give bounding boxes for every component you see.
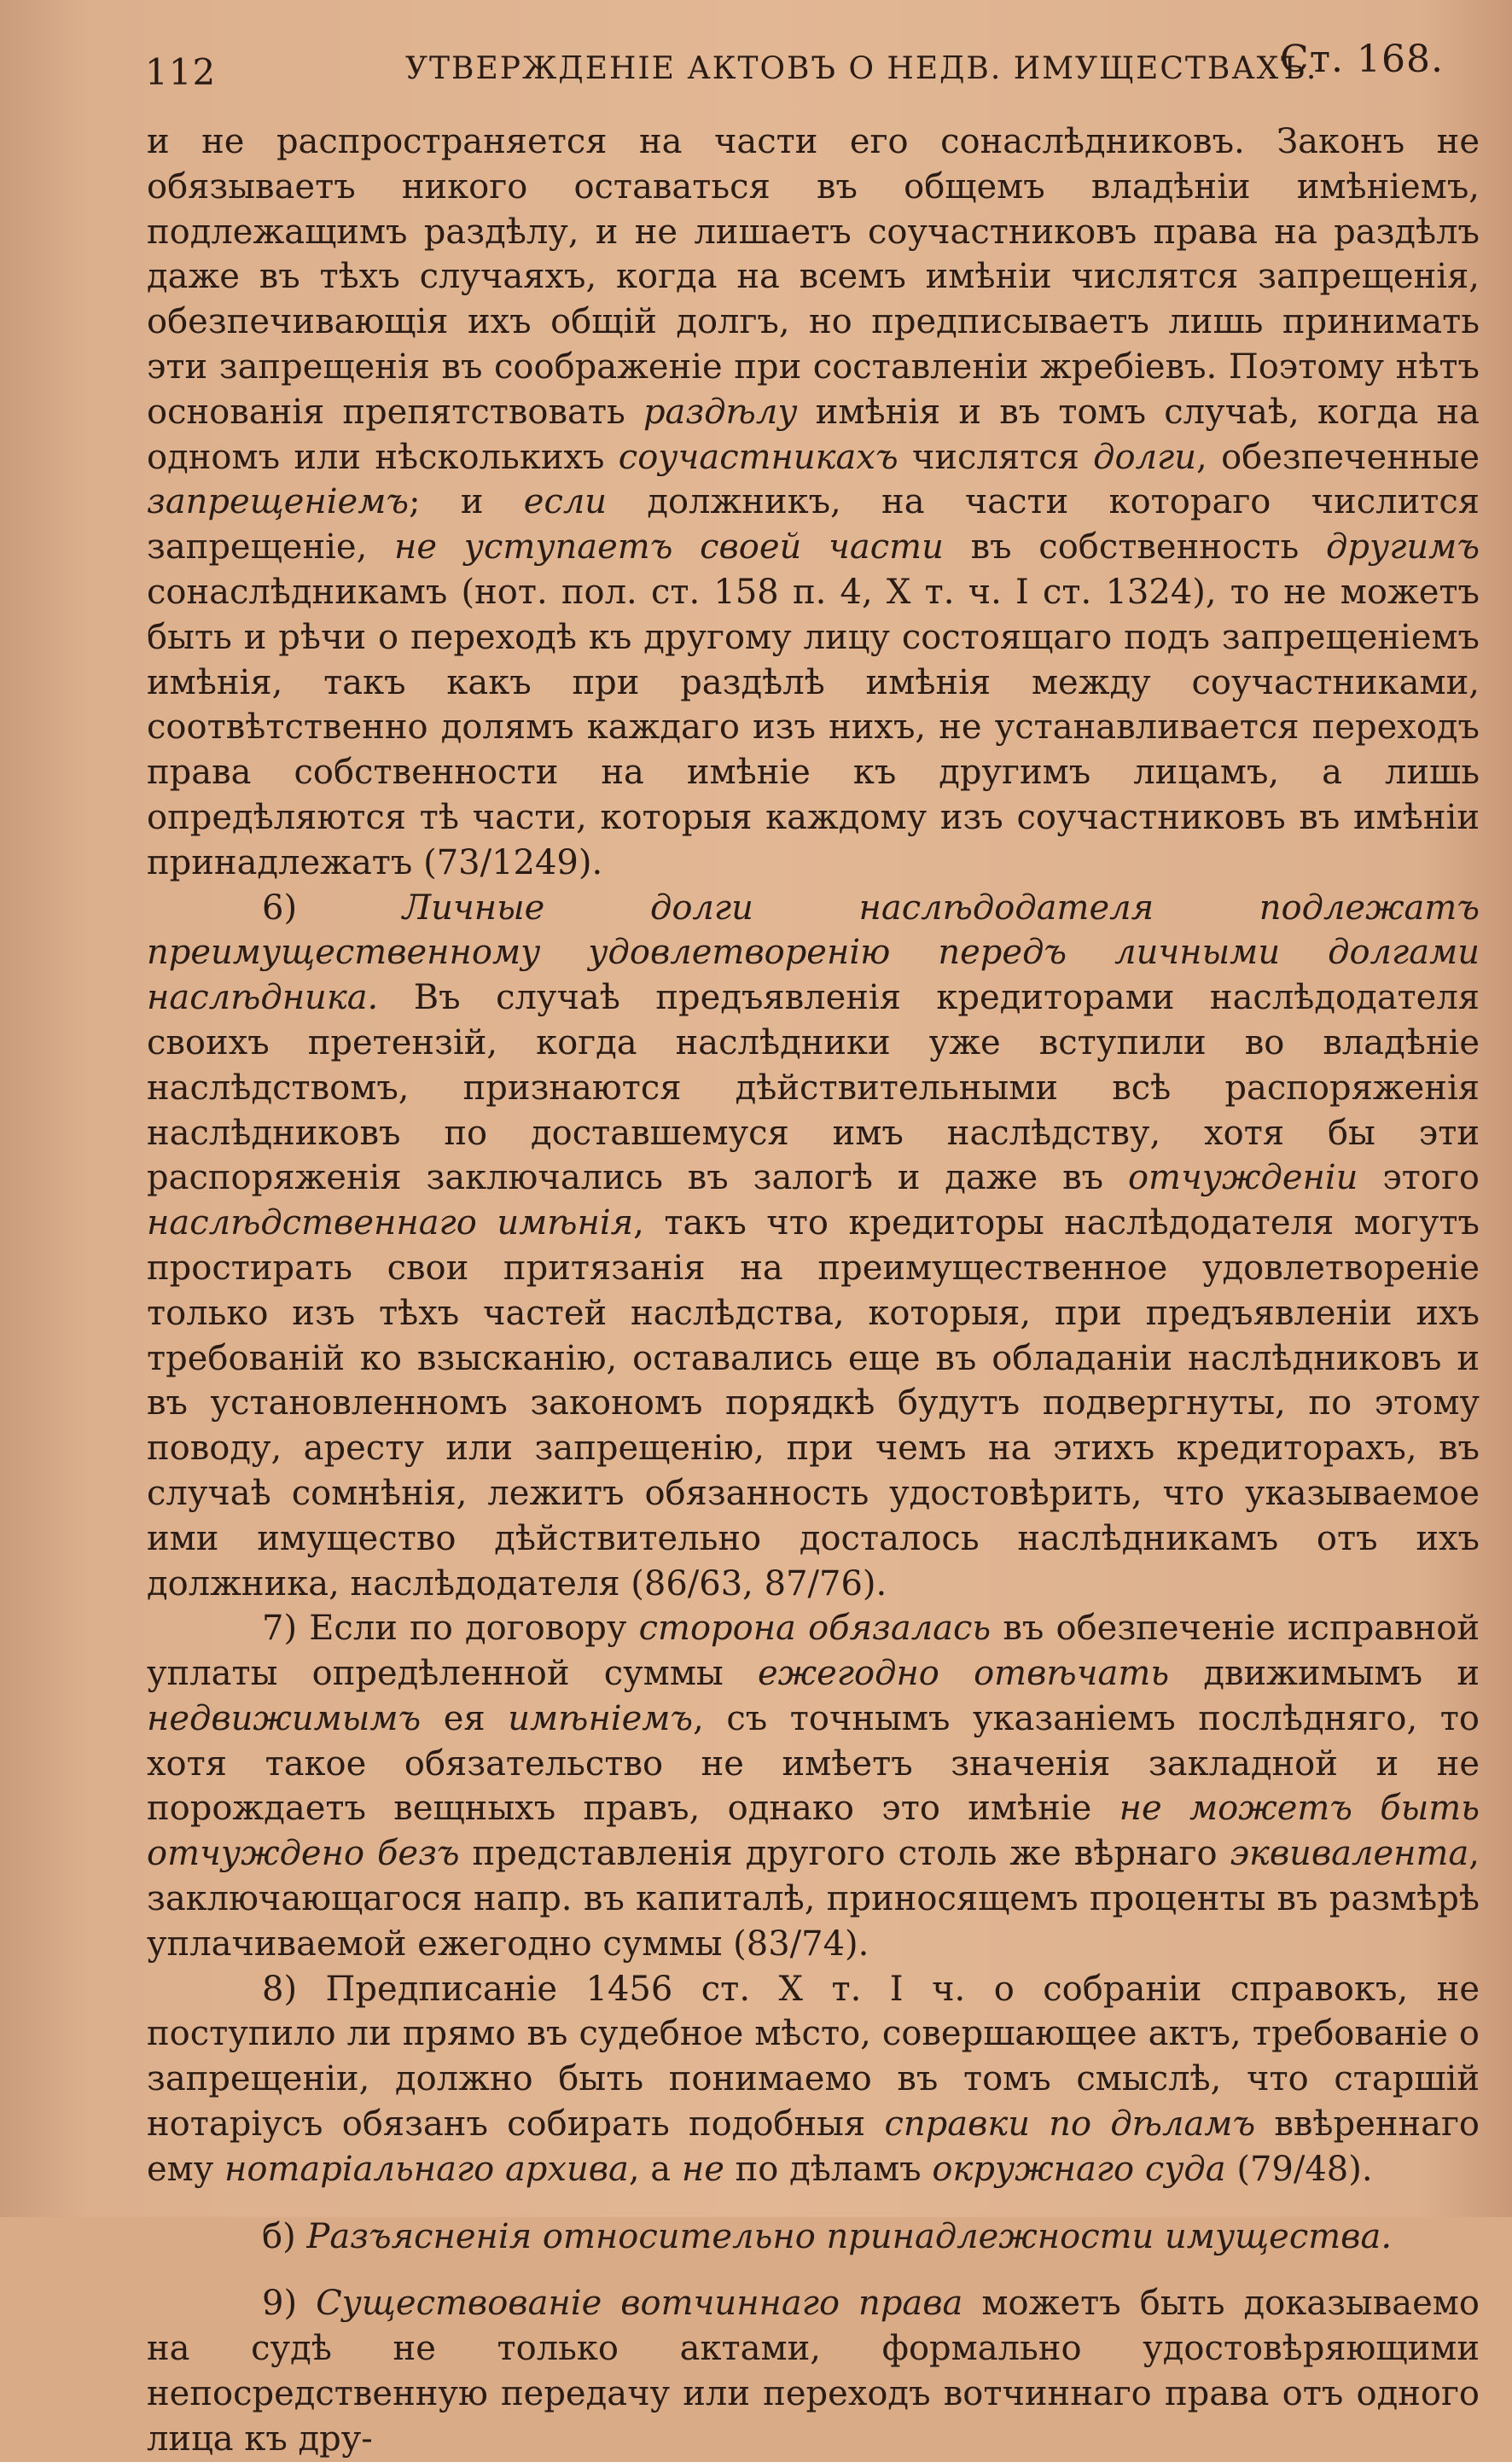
body-text: представленія другого столь же вѣрнаго — [459, 1834, 1230, 1874]
body-text: можетъ быть доказываемо на судѣ не только актами, формально удостовѣряющими непосредственную передачу или переходъ вотчиннаго права отъ одного лица къ дру- — [147, 2284, 1480, 2459]
article-reference: Ст. 168. — [1280, 38, 1444, 81]
emphasis-text: Личные долги наслѣдодателя подлежатъ преимущественному удовлетворенію передъ личными долгами наслѣдника. — [147, 888, 1480, 1018]
body-text: ея — [421, 1698, 509, 1738]
body-text: 6) — [262, 888, 403, 928]
emphasis-text: наслѣдственнаго имѣнія — [147, 1203, 634, 1243]
body-text: 9) — [262, 2284, 317, 2324]
body-text: движимымъ и — [1169, 1654, 1480, 1694]
body-text: , а — [628, 2149, 682, 2189]
emphasis-text: не можетъ быть отчуждено безъ — [147, 1789, 1480, 1874]
body-text: , заключающагося напр. въ капиталѣ, приносящемъ проценты въ размѣрѣ уплачиваемой ежегодно суммы (83/74). — [147, 1834, 1480, 1964]
body-text: , обезпеченные — [1196, 437, 1480, 477]
body-text: числятся — [898, 437, 1094, 477]
body-text: въ собственность — [943, 527, 1327, 567]
emphasis-text: запрещеніемъ — [147, 482, 410, 522]
page-number: 112 — [145, 51, 217, 93]
emphasis-text: окружнаго суда — [932, 2149, 1226, 2189]
emphasis-text: отчужденіи — [1127, 1158, 1358, 1198]
emphasis-text: имѣніемъ — [508, 1698, 694, 1738]
paragraph — [147, 2215, 1480, 2260]
body-text: б) — [262, 2216, 307, 2256]
paragraph — [147, 119, 1480, 886]
page-body — [147, 119, 1480, 2462]
body-text: , такъ что кредиторы наслѣдодателя могутъ простирать свои притязанія на преимущественное удовлетвореніе только изъ тѣхъ частей наслѣдства, которыя, при предъявленіи ихъ требованій ко взысканію, оставались еще въ обладаніи наслѣдниковъ и въ установленномъ закономъ порядкѣ будутъ подвергнуты, по этому поводу, аресту или запрещенію, при чемъ на этихъ кредиторахъ, въ случаѣ сомнѣнія, лежитъ обязанность удостовѣрить, что указываемое ими имущество дѣйствительно досталось наслѣдникамъ отъ ихъ должника, наслѣдодателя (86/63, 87/76). — [147, 1203, 1480, 1604]
emphasis-text: не — [681, 2149, 724, 2189]
body-text: должникъ, на части котораго числится запрещеніе, — [147, 482, 1480, 567]
body-text: 8) Предписаніе 1456 ст. X т. I ч. о собраніи справокъ, не поступило ли прямо въ судебное мѣсто, совершающее актъ, требованіе о запрещеніи, должно быть понимаемо въ томъ смыслѣ, что старшій нотаріусъ обязанъ собирать подобныя — [147, 1969, 1480, 2145]
body-text: имѣнія и въ томъ случаѣ, когда на одномъ или нѣсколькихъ — [147, 392, 1480, 477]
emphasis-text: другимъ — [1326, 527, 1480, 567]
paragraph — [147, 1967, 1480, 2192]
body-text: и не распространяется на части его сонаслѣдниковъ. Законъ не обязываетъ никого оставаться въ общемъ владѣніи имѣніемъ, подлежащимъ раздѣлу, и не лишаетъ соучастниковъ права на раздѣлъ даже въ тѣхъ случаяхъ, когда на всемъ имѣніи числятся запрещенія, обезпечивающія ихъ общій долгъ, но предписываетъ лишь принимать эти запрещенія въ соображеніе при составленіи жребіевъ. Поэтому нѣтъ основанія препятствовать — [147, 122, 1480, 432]
emphasis-text: эквивалента — [1230, 1834, 1469, 1874]
emphasis-text: недвижимымъ — [147, 1698, 422, 1738]
emphasis-text: долги — [1093, 437, 1197, 477]
body-text: по дѣламъ — [724, 2149, 933, 2189]
emphasis-text: если — [523, 482, 608, 522]
emphasis-text: раздѣлу — [643, 392, 798, 432]
body-text: 7) Если по договору — [262, 1609, 639, 1649]
body-text: сонаслѣдникамъ (нот. пол. ст. 158 п. 4, X т. ч. I ст. 1324), то не можетъ быть и рѣчи о переходѣ къ другому лицу состоящаго подъ запрещеніемъ имѣнія, такъ какъ при раздѣлѣ имѣнія между соучастниками, соотвѣтственно долямъ каждаго изъ нихъ, не устанавливается переходъ права собственности на имѣніе къ другимъ лицамъ, а лишь опредѣляются тѣ части, которыя каждому изъ соучастниковъ въ имѣніи принадлежатъ (73/1249). — [147, 572, 1480, 882]
running-header — [145, 36, 1444, 104]
emphasis-text: сторона обязалась — [638, 1609, 992, 1649]
emphasis-text: Существованіе вотчиннаго права — [316, 2284, 963, 2324]
body-text: (79/48). — [1225, 2149, 1373, 2189]
emphasis-text: соучастникахъ — [618, 437, 898, 477]
emphasis-text: не уступаетъ своей части — [394, 527, 944, 567]
emphasis-text: ежегодно отвѣчать — [757, 1654, 1170, 1694]
body-text: этого — [1358, 1158, 1480, 1198]
emphasis-text: справки по дѣламъ — [884, 2104, 1256, 2145]
paragraph — [147, 886, 1480, 1607]
paragraph — [147, 2281, 1480, 2461]
body-text: въ обезпеченіе исправной уплаты опредѣленной суммы — [147, 1609, 1480, 1694]
body-text: Въ случаѣ предъявленія кредиторами наслѣдодателя своихъ претензій, когда наслѣдники уже вступили во владѣніе наслѣдствомъ, признаются дѣйствительными всѣ распоряженія наслѣдниковъ по доставшемуся имъ наслѣдству, хотя бы эти распоряженія заключались въ залогѣ и даже въ — [147, 978, 1480, 1198]
body-text: ; и — [409, 482, 524, 522]
emphasis-text: нотаріальнаго архива — [224, 2149, 629, 2189]
body-text: ввѣреннаго ему — [147, 2104, 1480, 2189]
running-title: УТВЕРЖДЕНІЕ АКТОВЪ О НЕДВ. ИМУЩЕСТВАХЪ. — [405, 51, 1318, 86]
paragraph — [147, 1606, 1480, 1966]
body-text: , съ точнымъ указаніемъ послѣдняго, то хотя такое обязательство не имѣетъ значенія закладной и не порождаетъ вещныхъ правъ, однако это имѣніе — [147, 1698, 1480, 1829]
emphasis-text: Разъясненія относительно принадлежности имущества. — [306, 2216, 1393, 2256]
